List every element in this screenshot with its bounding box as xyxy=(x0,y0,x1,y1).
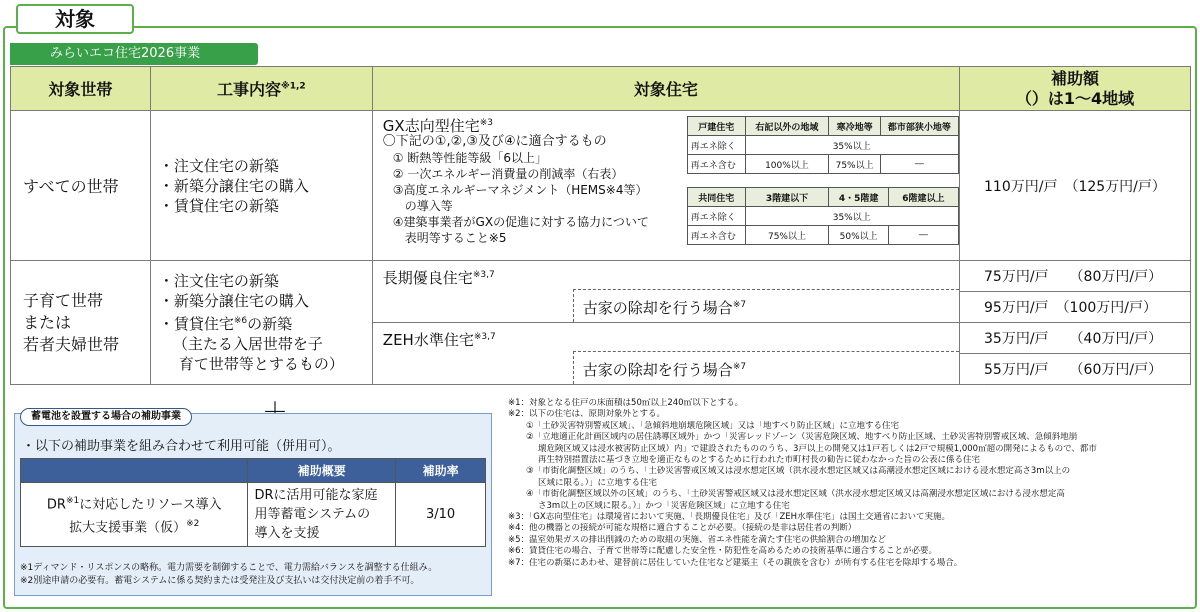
gx-housing-cell xyxy=(372,111,959,261)
table-row-child-rearing-long-life xyxy=(11,261,1191,292)
battery-program-overview: DRに活用可能な家庭 用等蓄電システムの 導入を支援 xyxy=(248,483,396,547)
program-name-tag: みらいエコ住宅2026事業 xyxy=(10,43,258,65)
battery-program-name: DR$^{※1}$に対応したリソース導入 拡大支援事業（仮）$^{※2}$ xyxy=(21,483,248,547)
gx-requirements: GX志向型住宅$^{※3}$ 〇下記の①,②,③及び④に適合するもの ① 断熱等性能等級「6以上」 ② 一次エネルギー消費量の削減率（右表） ③高度エネルギーマネジメント（HEMS※4等） の導入等 ④建築事業者がGXの促進に対する協力について 表明等すること※5 xyxy=(382,117,649,245)
page-title: 対象 xyxy=(16,4,134,34)
battery-subsidy-table: 補助概要 補助率 DR$^{※1}$に対応したリソース導入 拡大支援事業（仮）$^{※2}$ DRに活用可能な家庭 用等蓄電システムの 導入を支援 3/10 xyxy=(20,458,486,547)
table-row-all-households xyxy=(11,111,1191,261)
works-child-rearing: ・注文住宅の新築 ・新築分譲住宅の購入 ・賃貸住宅$^{※6}$の新築 （主たる入居世帯を子 育て世帯等とするもの） xyxy=(150,261,372,385)
household-child-rearing: 子育て世帯 または 若者夫婦世帯 xyxy=(11,261,151,385)
gx-title: GX志向型住宅 xyxy=(382,117,480,135)
household-all: すべての世帯 xyxy=(11,111,151,261)
zeh-housing-cell: ZEH水準住宅$^{※3,7}$ 古家の除却を行う場合$^{※7}$ xyxy=(372,323,959,385)
battery-subsidy-rate: 3/10 xyxy=(396,483,486,547)
detached-reduction-table: 戸建住宅 右記以外の地域 寒冷地等 都市部狭小地等 再エネ除く 35%以上 再エネ含む 100%以上 75%以上 ― xyxy=(687,116,959,174)
header-works: 工事内容$^{※1,2}$ xyxy=(150,67,372,111)
gx-intro: 〇下記の①,②,③及び④に適合するもの xyxy=(382,134,607,149)
header-subsidy: 補助額 （）は1～4地域 xyxy=(960,67,1191,111)
long-life-housing-cell: 長期優良住宅$^{※3,7}$ 古家の除却を行う場合$^{※7}$ xyxy=(372,261,959,323)
header-housing: 対象住宅 xyxy=(372,67,959,111)
footnote-5: ※5：温室効果ガスの排出削減のための取組の実施、省エネ性能を満たす住宅の供給割合の増加など xyxy=(508,534,887,545)
header-row xyxy=(11,67,1191,111)
subsidy-table xyxy=(10,66,1191,385)
zeh-housing-name: ZEH水準住宅 xyxy=(382,331,474,349)
footnote-6: ※6：賃貸住宅の場合、子育て世帯等に配慮した安全性・防犯性を高めるための技術基準に適合することが必要。 xyxy=(508,546,938,557)
long-life-housing-name: 長期優良住宅 xyxy=(382,269,473,287)
collective-reduction-table: 共同住宅 3階建以下 4・5階建 6階建以上 再エネ除く 35%以上 再エネ含む 75%以上 50%以上 ― xyxy=(687,187,959,245)
footnotes: ※1：対象となる住戸の床面積は50㎡以上240㎡以下とする。 ※2：以下の住宅は、原則対象外とする。 ①「土砂災害特別警戒区域」、「急傾斜地崩壊危険区域」又は「地すべり防止区域」に立地する住宅 ②「立地適正化計画区域内の居住誘導区域外」かつ「災害レッドゾーン（災害危険区域、地すべり防止区域、土砂災害特別警戒区域、急傾斜地崩 壊危険区域又は浸水被害防止区域）内」で建設されたもののうち、3戸以上の開発又は1戸若しくは2戸で規模1,000㎡超の開発によるもので、都市 再生特別措置法に基づき立地を適正なものとするために行われた市町村長の勧告に従わなかった旨の公表に係る住宅 ③「市街化調整区域」のうち、「土砂災害警戒区域又は浸水想定区域（洪水浸水想定区域又は高潮浸水想定区域における浸水想定高さ3m以上の 区域に限る。）」に立地する住宅 ④「市街化調整区域以外の区域」のうち、「土砂災害警戒区域又は浸水想定区域（洪水浸水想定区域又は高潮浸水想定区域における浸水想定高 さ3m以上の区域に限る。）」かつ「災害危険区域」に立地する住宅 ※3：「GX志向型住宅」は環境省において実施、「長期優良住宅」及び「ZEH水準住宅」は国土交通省において実施。 ※4：他の機器との接続が可能な規格に適合することが必要。（接続の是非は居住者の判断） ※5：温室効果ガスの排出削減のための取組の実施、省エネ性能を満たす住宅の供給割合の増加など ※6：賃貸住宅の場合、子育て世帯等に配慮した安全性・防犯性を高めるための技術基準に適合することが必要。 ※7：住宅の新築にあわせ、建替前に居住していた住宅など建築主（その親族を含む）が所有する住宅を除却する場合。 xyxy=(508,398,1192,569)
amount-gx: 110万円/戸 （125万円/戸） xyxy=(960,111,1191,261)
header-household: 対象世帯 xyxy=(11,67,151,111)
amount-long-life-demolition: 95万円/戸 （100万円/戸） xyxy=(960,292,1191,323)
works-all: ・注文住宅の新築 ・新築分譲住宅の購入 ・賃貸住宅の新築 xyxy=(150,111,372,261)
footnote-7: ※7：住宅の新築にあわせ、建替前に居住していた住宅など建築主（その親族を含む）が所有する住宅を除却する場合。 xyxy=(508,557,963,568)
battery-notes: ※1ディマンド・リスポンスの略称。電力需要を制御することで、電力需給バランスを調整する仕組み。 ※2別途申請の必要有。蓄電システムに係る契約または受発注及び支払いは交付決定前の着手不可。 xyxy=(20,563,438,586)
footnote-1: ※1：対象となる住戸の床面積は50㎡以上240㎡以下とする。 xyxy=(508,398,744,408)
amount-long-life: 75万円/戸 （80万円/戸） xyxy=(960,261,1191,292)
zeh-demolition-label: 古家の除却を行う場合 xyxy=(582,361,733,379)
footnote-3: ※3：「GX志向型住宅」は環境省において実施、「長期優良住宅」及び「ZEH水準住宅」は国土交通省において実施。 xyxy=(508,512,951,523)
footnote-2: ※2：以下の住宅は、原則対象外とする。 xyxy=(508,409,666,420)
amount-zeh-demolition: 55万円/戸 （60万円/戸） xyxy=(960,354,1191,385)
battery-subsidy-tag: 蓄電池を設置する場合の補助事業 xyxy=(20,408,192,426)
long-life-demolition-label: 古家の除却を行う場合 xyxy=(582,299,733,317)
battery-lead-text: ・以下の補助事業を組み合わせて利用可能（併用可）。 xyxy=(22,439,341,454)
amount-zeh: 35万円/戸 （40万円/戸） xyxy=(960,323,1191,354)
footnote-4: ※4：他の機器との接続が可能な規格に適合することが必要。（接続の是非は居住者の判断） xyxy=(508,523,857,534)
